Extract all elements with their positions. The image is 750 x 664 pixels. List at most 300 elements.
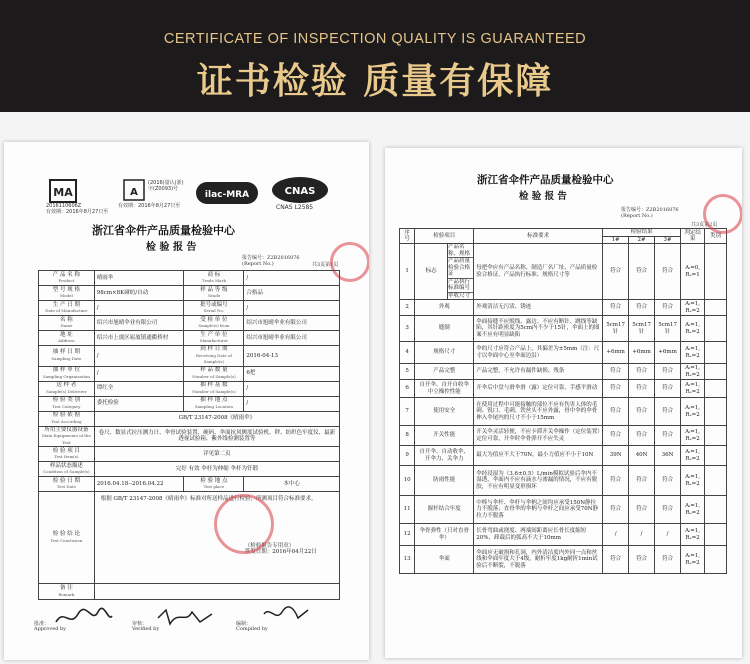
- category: [705, 524, 727, 546]
- field-label-en: Test Category: [52, 403, 81, 409]
- field-label-2-cn: 样 品 数 量: [200, 367, 228, 373]
- field-label-en: Sample(s) Deliverer: [46, 388, 87, 394]
- field-value-2: /: [244, 301, 340, 316]
- standard-text: 开伞后中盘与滑伞滑（露）定位可靠，手感平滑动: [474, 380, 603, 398]
- item-name: 标志: [415, 244, 448, 300]
- result-2: +6mm: [629, 342, 655, 364]
- result-3: 符合: [655, 244, 681, 300]
- field-label-2-en: Serial No.: [203, 308, 225, 313]
- summary-row: [39, 366, 340, 381]
- field-label: [39, 286, 95, 301]
- standard-text: 外观清洁无污渍、锈迹: [474, 300, 603, 316]
- signature-scribble-icon: [54, 606, 114, 628]
- col-item: 检验项目: [415, 229, 474, 244]
- col-r3: 3#: [655, 236, 681, 244]
- field-label-2: [184, 316, 244, 331]
- field-label-cn: 生 产 日 期: [52, 301, 80, 308]
- field-value-2: /: [244, 396, 340, 411]
- cnas-text: CNAS: [284, 186, 316, 197]
- category: [705, 546, 727, 574]
- field-label-en: Model: [60, 293, 73, 298]
- field-label-2: [184, 286, 244, 301]
- inspection-stamp: [214, 494, 274, 554]
- field-value-2: 绍兴市旭晴伞业有限公司: [244, 331, 340, 346]
- standard-text: 在使用过程中可能接触的部位不应有伤害人体的毛刺、锐口、毛刺、铁丝头不应外露，骨中伞的伞骨伸入伞尾内的尺寸不小于15mm: [474, 398, 603, 426]
- judgement: Aᵢ=1, Rₑ=2: [681, 380, 705, 398]
- inspection-row: [400, 342, 727, 364]
- result-3: +6mm: [655, 342, 681, 364]
- inspection-row: [400, 300, 727, 316]
- standard-text: 伞面应无破损和孔洞，内外清洁度内外同一点和丝线和伞面牢度大于4级，耐折牢度1kg耐折1min试验后不断裂，不脱落: [474, 546, 603, 574]
- judgement: Aᵢ=1, Rₑ=2: [681, 316, 705, 342]
- inspection-row: [400, 316, 727, 342]
- documents-area: [0, 112, 750, 664]
- field-label-cn: 型 号 规 格: [52, 286, 80, 293]
- items-row: [39, 447, 340, 462]
- field-value-2: 2016-04-13: [244, 346, 340, 367]
- field-label-2-en: Trade Mark: [201, 278, 226, 283]
- field-label-2-en: Number of Sample(s): [192, 373, 236, 379]
- banner-title: 证书检验 质量有保障: [196, 61, 554, 102]
- field-value: 晴雨伞: [94, 271, 184, 286]
- inspection-row: [400, 466, 727, 496]
- org-name: 浙江省伞件产品质量检验中心: [92, 224, 235, 237]
- judgement: Aᵢ=1, Rₑ=2: [681, 496, 705, 524]
- item-name: 开关性能: [415, 426, 474, 446]
- inspection-row: [400, 364, 727, 380]
- category: [705, 380, 727, 398]
- judgement: Aᵢ=1, Rₑ=2: [681, 342, 705, 364]
- field-label-2-en: Sampling Location: [194, 403, 233, 409]
- result-2: 符合: [629, 426, 655, 446]
- result-1: 符合: [603, 496, 629, 524]
- item-subitems: [448, 244, 474, 300]
- field-label: [39, 331, 95, 346]
- stamp-caption: （检验报告专用章）: [244, 542, 295, 549]
- col-results: 检验结果: [603, 229, 681, 237]
- page-info: 共3页第1页: [312, 262, 339, 268]
- field-label: [39, 462, 95, 477]
- report-number-2: 报告编号：Z2B2016076: [621, 207, 679, 213]
- conclusion-label-cn: 检 验 结 论: [52, 531, 80, 537]
- field-value: 98cm×8K碰纺/自动: [94, 286, 184, 301]
- result-3: 符合: [655, 398, 681, 426]
- compiler-signature: [262, 604, 312, 630]
- item-name: 自开伞、自开自收伞中立操控性能: [415, 380, 474, 398]
- field-label-2-cn: 商 标: [207, 271, 221, 278]
- item-name: 规格尺寸: [415, 342, 474, 364]
- field-value: /: [94, 366, 184, 381]
- ilac-mra-logo: [196, 180, 258, 208]
- field-label-cn: 抽 样 单 位: [52, 367, 80, 373]
- result-2: 符合: [629, 546, 655, 574]
- col-standard: 标准要求: [474, 229, 603, 244]
- compiled-label-en: Compiled by: [236, 626, 268, 632]
- summary-row: [39, 381, 340, 396]
- conclusion-row: [39, 492, 340, 584]
- field-label: [39, 346, 95, 367]
- category: [705, 426, 727, 446]
- row-number: 4: [400, 342, 415, 364]
- field-value: GB/T 23147-2008《晴雨伞》: [94, 411, 339, 426]
- result-3: 符合: [655, 546, 681, 574]
- standard-text: 伞面接缝不应脱线、露边、不应有断针、跳线等缺陷，其针距密度为5cm内不少于15针，伞面上的图案不应有明显缺陷: [474, 316, 603, 342]
- test-date-value: 2016.04.18--2016.04.22: [94, 477, 184, 492]
- condition-row: [39, 462, 340, 477]
- item-name: 缝制: [415, 316, 474, 342]
- judgement: Aᵢ=1, Rₑ=2: [681, 364, 705, 380]
- row-number: 13: [400, 546, 415, 574]
- item-name: 伞面: [415, 546, 474, 574]
- field-label: [39, 316, 95, 331]
- row-number: 8: [400, 426, 415, 446]
- header-banner: [0, 0, 750, 112]
- result-1: 符合: [603, 300, 629, 316]
- result-3: 36N: [655, 446, 681, 466]
- equipment-row: [39, 426, 340, 447]
- field-label-2: [184, 381, 244, 396]
- field-label-en: Date of Manufacture: [45, 308, 88, 313]
- field-label-2: [184, 331, 244, 346]
- field-label-2-en: Grade: [207, 293, 221, 298]
- subitem: 产品质量检验合格证: [448, 258, 473, 279]
- standard-text: 产品完整，不允许有漏件缺损、残条: [474, 364, 603, 380]
- field-label-2-cn: 样 品 等 级: [200, 286, 228, 293]
- conclusion-text: 根据 GB/T 23147-2008《晴雨伞》标准对所送样品进行检验，所测项目符合标准要求。: [100, 496, 317, 502]
- field-label-2-en: Manufacturer: [199, 338, 228, 343]
- field-label-2: [184, 366, 244, 381]
- field-value: /: [94, 346, 184, 367]
- approved-label: 批准：: [34, 621, 50, 627]
- conclusion-label-en: Test Conclusion: [50, 537, 83, 543]
- report-number-en: (Report No.): [242, 261, 274, 267]
- item-name: 产品完整: [415, 364, 474, 380]
- approved-label-en: Approved by: [34, 626, 67, 632]
- ilac-mark-icon: [196, 180, 258, 208]
- category: [705, 316, 727, 342]
- judgement: Aᵢ=1, Rₑ=2: [681, 446, 705, 466]
- banner-subtitle: CERTIFICATE OF INSPECTION QUALITY IS GUARANTEED: [163, 31, 587, 47]
- result-1: 符合: [603, 426, 629, 446]
- inspection-row: [400, 426, 727, 446]
- field-value-2: /: [244, 381, 340, 396]
- field-value-2: /: [244, 271, 340, 286]
- remark-label-cn: 备 注: [60, 585, 73, 591]
- org-name-2: 浙江省伞件产品质量检验中心: [477, 174, 614, 186]
- inspection-row: [400, 244, 727, 300]
- inspection-row: [400, 496, 727, 524]
- field-label: [39, 366, 95, 381]
- category: [705, 466, 727, 496]
- standard-text: 中棒与伞杆、伞杆与伞柄之间均应承受150N静拉力不脱落；直骨伞的伞柄与伞杆之间应承受70N静拉力不脱落: [474, 496, 603, 524]
- test-date-label: [39, 477, 95, 492]
- field-label-2-en: Sample(s) from: [198, 323, 230, 328]
- inspection-row: [400, 524, 727, 546]
- test-date-label-cn: 检 验 日 期: [52, 477, 80, 484]
- remark-value: [94, 584, 339, 600]
- field-value-2: 6把: [244, 366, 340, 381]
- field-label-cn: 抽 样 日 期: [52, 349, 80, 356]
- category: [705, 496, 727, 524]
- field-label-2-cn: 抽 样 地 点: [200, 397, 228, 403]
- inspection-row: [400, 546, 727, 574]
- field-label: [39, 271, 95, 286]
- field-label: [39, 381, 95, 396]
- place-label: [184, 477, 244, 492]
- field-label-en: Address: [58, 338, 75, 343]
- report-title-2: 检 验 报 告: [519, 191, 567, 202]
- field-value: 完好 有效 伞杆为伸缩 伞杆为钎锻: [94, 462, 339, 477]
- result-3: 5cm17针: [655, 316, 681, 342]
- item-name: 外观: [415, 300, 474, 316]
- field-label: [39, 447, 95, 462]
- judgement: Aᵢ=1, Rₑ=2: [681, 524, 705, 546]
- subitem: 产品名称、规格: [448, 244, 473, 258]
- result-2: 符合: [629, 380, 655, 398]
- cal-logo: [118, 176, 184, 216]
- category: [705, 342, 727, 364]
- field-label-en: Sampling Date: [51, 355, 82, 361]
- place-value: 本中心: [244, 477, 340, 492]
- item-name: 使用安全: [415, 398, 474, 426]
- field-value-2: 绍兴市旭晴伞业有限公司: [244, 316, 340, 331]
- field-label-2: [184, 346, 244, 367]
- row-number: 2: [400, 300, 415, 316]
- verifier-signature: [156, 606, 216, 632]
- result-2: 符合: [629, 398, 655, 426]
- inspection-row: [400, 398, 727, 426]
- result-2: 符合: [629, 364, 655, 380]
- remark-label: [39, 584, 95, 600]
- report-title: 检 验 报 告: [146, 242, 197, 253]
- cma-logo: [46, 176, 108, 216]
- result-3: 符合: [655, 380, 681, 398]
- judgement: Aᵢ=1, Rₑ=2: [681, 426, 705, 446]
- field-label-2-cn: 到 样 日 期: [200, 346, 228, 352]
- field-value: 委托检验: [94, 396, 184, 411]
- report-number-en-2: (Report No.): [621, 213, 653, 219]
- field-label-en: Sampling Organization: [42, 373, 90, 379]
- place-label-cn: 检 验 地 点: [200, 477, 228, 484]
- test-date-label-en: Test Date: [56, 484, 76, 489]
- cal-code: (2016)量认(浙)字(Z0093)号: [148, 180, 184, 192]
- field-label-2-en: Number of Sample(s): [192, 388, 236, 394]
- inspection-row: [400, 380, 727, 398]
- field-label-en: Main Equipments of the Test: [41, 433, 91, 445]
- judgement: Aᵢ=1, Rₑ=2: [681, 398, 705, 426]
- category: [705, 300, 727, 316]
- summary-row: [39, 286, 340, 301]
- result-2: 5cm17针: [629, 316, 655, 342]
- field-label: [39, 396, 95, 411]
- row-number: 7: [400, 398, 415, 426]
- result-2: 40N: [629, 446, 655, 466]
- row-number: 10: [400, 466, 415, 496]
- approver-signature: [54, 606, 114, 632]
- standard-text: 开关伞灵活轻便，不应卡滞开关伞操作（定位装置）定位可靠，开伞时伞骨弹开不应失灵: [474, 426, 603, 446]
- field-label-cn: 样品状态描述: [49, 462, 83, 469]
- report-page-2: [385, 148, 742, 658]
- result-1: 符合: [603, 364, 629, 380]
- row-number: 1: [400, 244, 415, 300]
- standard-text: 最大为值应不大于70N，最小力值应不小于10N: [474, 446, 603, 466]
- signature-scribble-icon-3: [262, 604, 312, 626]
- remark-row: [39, 584, 340, 600]
- col-seq: 序号: [400, 229, 415, 244]
- row-number: 12: [400, 524, 415, 546]
- ilac-text: ilac-MRA: [204, 190, 250, 200]
- row-number: 6: [400, 380, 415, 398]
- result-3: 符合: [655, 364, 681, 380]
- row-number: 5: [400, 364, 415, 380]
- result-2: 符合: [629, 300, 655, 316]
- result-1: 39N: [603, 446, 629, 466]
- item-name: 伞骨弹性（只对直骨伞）: [415, 524, 474, 546]
- field-label-cn: 检 验 类 别: [52, 397, 80, 403]
- field-value: 谭红全: [94, 381, 184, 396]
- date-place-row: [39, 477, 340, 492]
- standard-text: 伞经浸湿为（3.6±0.5）L/min模拟试验后伞内不湿透，伞面内不应有滴水与渗漏的情况，不应有脱胶，不应有明显变形损坏: [474, 466, 603, 496]
- col-class: 类别: [705, 229, 727, 244]
- result-2: 符合: [629, 496, 655, 524]
- field-label-cn: 地 址: [60, 331, 73, 338]
- result-3: 符合: [655, 426, 681, 446]
- result-1: 符合: [603, 546, 629, 574]
- field-value-2: 合格品: [244, 286, 340, 301]
- field-label-cn: 产 品 名 称: [52, 271, 80, 278]
- cma-code: 2016110606Z: [46, 203, 82, 209]
- cnas-mark-icon: [270, 176, 330, 206]
- cal-note: 有效期：2016年8月27日至: [118, 203, 181, 209]
- report-page-1: [4, 142, 369, 660]
- judgement: Aᵢ=1, Rₑ=2: [681, 300, 705, 316]
- field-label: [39, 426, 95, 447]
- field-label-2: [184, 301, 244, 316]
- col-r2: 2#: [629, 236, 655, 244]
- category: [705, 364, 727, 380]
- sign-date: 签发日期：2016年04月22日: [244, 549, 317, 555]
- field-label-2-cn: 生 产 单 位: [200, 331, 228, 338]
- remark-label-en: Remark: [58, 591, 75, 597]
- field-label-2-cn: 受 检 单 位: [200, 316, 228, 323]
- field-label-en: Product: [58, 278, 75, 283]
- result-1: 符合: [603, 398, 629, 426]
- field-label-en: Test According: [51, 418, 82, 424]
- summary-row: [39, 331, 340, 346]
- verified-label: 审核：: [132, 621, 148, 627]
- result-2: 符合: [629, 244, 655, 300]
- result-1: 5cm17针: [603, 316, 629, 342]
- field-label-2: [184, 396, 244, 411]
- summary-row: [39, 396, 340, 411]
- svg-text:MA: MA: [53, 186, 73, 199]
- inspection-items-table: [399, 228, 727, 574]
- signature-scribble-icon-2: [156, 606, 216, 628]
- conclusion-label: [39, 492, 95, 584]
- judgement: Aᵢ=1, Rₑ=2: [681, 466, 705, 496]
- field-value: 绍兴市上虞区崧厦镇通衢桥村: [94, 331, 184, 346]
- category: [705, 398, 727, 426]
- field-label-2: [184, 271, 244, 286]
- field-label-cn: 所用主要仪器设备: [44, 426, 89, 433]
- result-2: /: [629, 524, 655, 546]
- verified-label-en: Verified by: [132, 626, 160, 632]
- field-label-cn: 检 验 项 目: [52, 447, 80, 454]
- result-1: /: [603, 524, 629, 546]
- basis-row: [39, 411, 340, 426]
- field-label-2-cn: 批号或编号: [200, 301, 228, 308]
- field-label-cn: 名 称: [60, 316, 73, 323]
- report-summary-table: [38, 270, 340, 600]
- judgement: Aᵢ=0, Rₑ=1: [681, 244, 705, 300]
- summary-row: [39, 271, 340, 286]
- accreditation-logos: [46, 176, 353, 222]
- summary-row: [39, 316, 340, 331]
- standard-text: 伞的尺寸应符合产品上，其偏差为±5mm（注：尺寸以伞面中心至伞面边沿）: [474, 342, 603, 364]
- cnas-logo: [270, 176, 330, 212]
- cma-note: 有效期：2016年8月27日至: [46, 209, 109, 215]
- category: [705, 446, 727, 466]
- inspection-row: [400, 446, 727, 466]
- category: [705, 244, 727, 300]
- field-value: 详见第二页: [94, 447, 339, 462]
- col-r1: 1#: [603, 236, 629, 244]
- col-judge: 判定结果: [681, 229, 705, 244]
- standard-text: 长骨弯曲或挠度、两端间距离应长骨长度缩短20%，卸载后的弧高不大于10mm: [474, 524, 603, 546]
- row-number: 3: [400, 316, 415, 342]
- result-1: +6mm: [603, 342, 629, 364]
- subitem: 产品执行标准编号: [448, 279, 473, 293]
- field-label: [39, 301, 95, 316]
- result-1: 符合: [603, 380, 629, 398]
- row-number: 11: [400, 496, 415, 524]
- field-label-en: Condition of Sample(s): [43, 469, 90, 474]
- summary-row: [39, 346, 340, 367]
- result-3: 符合: [655, 466, 681, 496]
- field-label-en: Name: [60, 323, 73, 328]
- subitem: 伞收尺寸: [448, 292, 471, 299]
- report-number: 报告编号：Z2B2016076: [242, 255, 300, 261]
- standard-text: 每把伞应有产品名称、制造厂名厂址、产品质量检验合格证、产品执行标准、规格尺寸等: [474, 244, 603, 300]
- field-label-cn: 送 样 者: [56, 382, 77, 388]
- judgement: Aᵢ=1, Rₑ=2: [681, 546, 705, 574]
- result-3: 符合: [655, 496, 681, 524]
- svg-text:A: A: [130, 187, 138, 198]
- field-label: [39, 411, 95, 426]
- field-value: /: [94, 301, 184, 316]
- field-label-en: Test Item(s): [54, 454, 79, 459]
- result-3: 符合: [655, 300, 681, 316]
- item-name: 防雨性能: [415, 466, 474, 496]
- result-2: 符合: [629, 466, 655, 496]
- page-info-2: 共3页第2页: [691, 222, 718, 228]
- result-3: /: [655, 524, 681, 546]
- result-1: 符合: [603, 466, 629, 496]
- item-name: 自开伞、自动收伞、开伞力、关伞力: [415, 446, 474, 466]
- result-1: 符合: [603, 244, 629, 300]
- item-name: 握杆结合牢度: [415, 496, 474, 524]
- field-label-2-en: Receiving Date of Sample(s): [195, 352, 232, 364]
- field-value: 卷尺、数显式拉压测力计、伞骨试验装置、硬码、伞面抗风颤度试验机、秤、纺织色牢度仪、最新透视试验箱、紫外线检测装置等: [94, 426, 339, 447]
- field-label-cn: 检 验 依 据: [52, 412, 80, 418]
- field-value: 绍兴市旭晴伞业有限公司: [94, 316, 184, 331]
- field-label-2-cn: 抽 样 基 数: [200, 382, 228, 388]
- red-stamp-corner-2: [703, 194, 742, 234]
- summary-row: [39, 301, 340, 316]
- compiled-label: 编制：: [236, 621, 252, 627]
- cnas-code: CNAS L2585: [276, 204, 314, 211]
- row-number: 9: [400, 446, 415, 466]
